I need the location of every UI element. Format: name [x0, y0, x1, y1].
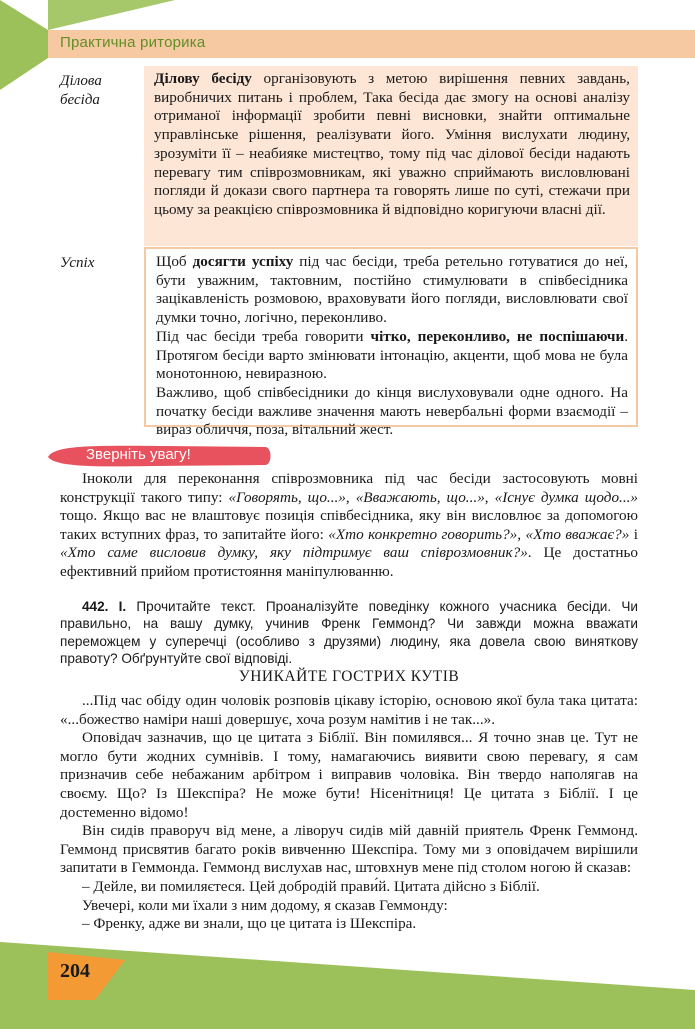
success-paragraph-1: Щоб досягти успіху під час бесіди, треба ретельно готуватися до неї, бути уважним, тактовним, постійно стимулювати в співбесідника зацікавленість розмовою, враховувати його погляди, висловлювати свої думки точно, логічно, переконливо.	[156, 253, 628, 327]
success-paragraph-3: Важливо, щоб співбесідники до кінця вислуховували одне одного. На початку бесіди важливе значення мають невербальні форми взаємодії – вираз обличчя, поза, вітальний жест.	[156, 383, 628, 439]
table-label-business-talk: Ділова бесіда	[60, 73, 102, 108]
footer-decoration	[0, 930, 695, 1029]
attention-badge-label: Зверніть увагу!	[86, 446, 191, 463]
definition-text: Ділову бесіду організовують з метою вирішення певних завдань, виробничих питань і проблем, Така бесіда дає змогу на основі аналізу отриманої інформації зробити певні висновки, знайти оптимальне управлінське рішення, реалізувати його. Уміння вислухати людину, зрозуміти її – неабияке мистецтво, тому під час ділової бесіди надають перевагу тим співрозмовникам, які уважно сприймають висловлювані погляди й докази свого партнера та говорять лише по суті, стежачи при цьому за реакцією співрозмовника й відповідно коригуючи власні дії.	[154, 70, 630, 218]
story-paragraph: Він сидів праворуч від мене, а ліворуч сидів мій давній приятель Френк Геммонд. Геммонд присвятив багато років вивченню Шекспіра. Тому ми з оповідачем вирішили запитати в Геммонда. Геммонд вислухав нас, штовхнув мене під столом ногою й сказав:	[60, 822, 638, 877]
definition-box-success	[144, 247, 638, 439]
story-text	[60, 692, 638, 934]
attention-body: Іноколи для переконання співрозмовника під час бесіди застосовують мовні конструкції такого типу: «Говорять, що...», «Вважають, що...», «Існує думка щодо...» тощо. Якщо вас не влаштовує позиція співбесідника, яку він висловлює за допомогою таких вступних фраз, то запитайте його: «Хто конкретно говорить?», «Хто вважає?» і «Хто саме висловив думку, яку підтримує ваш співрозмовник?». Це достатньо ефективний прийом протистояння маніпулюванню.	[60, 470, 639, 580]
definition-box-business-talk	[144, 66, 638, 246]
exercise-442: 442. I. Прочитайте текст. Проаналізуйте поведінку кожного учасника бесіди. Чи правильно, на вашу думку, учинив Френк Геммонд? Чи завжди можна вважати переможцем у суперечці (особливо з друзями) людину, яка довела свою виняткову правоту? Обґрунтуйте свої відповіді.	[60, 599, 638, 667]
page-number: 204	[60, 960, 90, 982]
success-paragraph-2: Під час бесіди треба говорити чітко, переконливо, не поспішаючи. Протягом бесіди варто змінювати інтонацію, акценти, щоб мова не була монотонною, невиразною.	[156, 327, 628, 383]
story-paragraph: Оповідач зазначив, що це цитата з Біблії. Він помилявся... Я точно знав це. Тут не могло бути жодних сумнівів. І тому, намагаючись виявити свою перевагу, я сам призначив себе небажаним арбітром і виправив чоловіка. Він твердо наполягав на своєму. Що? Із Шекспіра? Не може бути! Нісенітниця! Це цитата з Біблії. І це достеменно відомо!	[60, 729, 638, 821]
story-paragraph: Увечері, коли ми їхали з ним додому, я сказав Геммонду:	[82, 896, 448, 914]
story-title: УНИКАЙТЕ ГОСТРИХ КУТІВ	[238, 668, 460, 685]
story-paragraph: – Дейле, ви помиляєтеся. Цей добродій прави́й. Цитата дійсно з Біблії.	[82, 877, 540, 895]
story-paragraph: ...Під час обіду один чоловік розповів цікаву історію, основою якої була така цитата: «...божество наміри наші довершує, хоча розум намітив і не так...».	[60, 692, 638, 728]
page-header-title: Практична риторика	[60, 34, 206, 51]
story-paragraph: – Френку, адже ви знали, що це цитата із Шекспіра.	[82, 915, 417, 933]
table-label-success: Успіх	[60, 255, 95, 271]
exercise-number: 442. I.	[82, 599, 127, 614]
